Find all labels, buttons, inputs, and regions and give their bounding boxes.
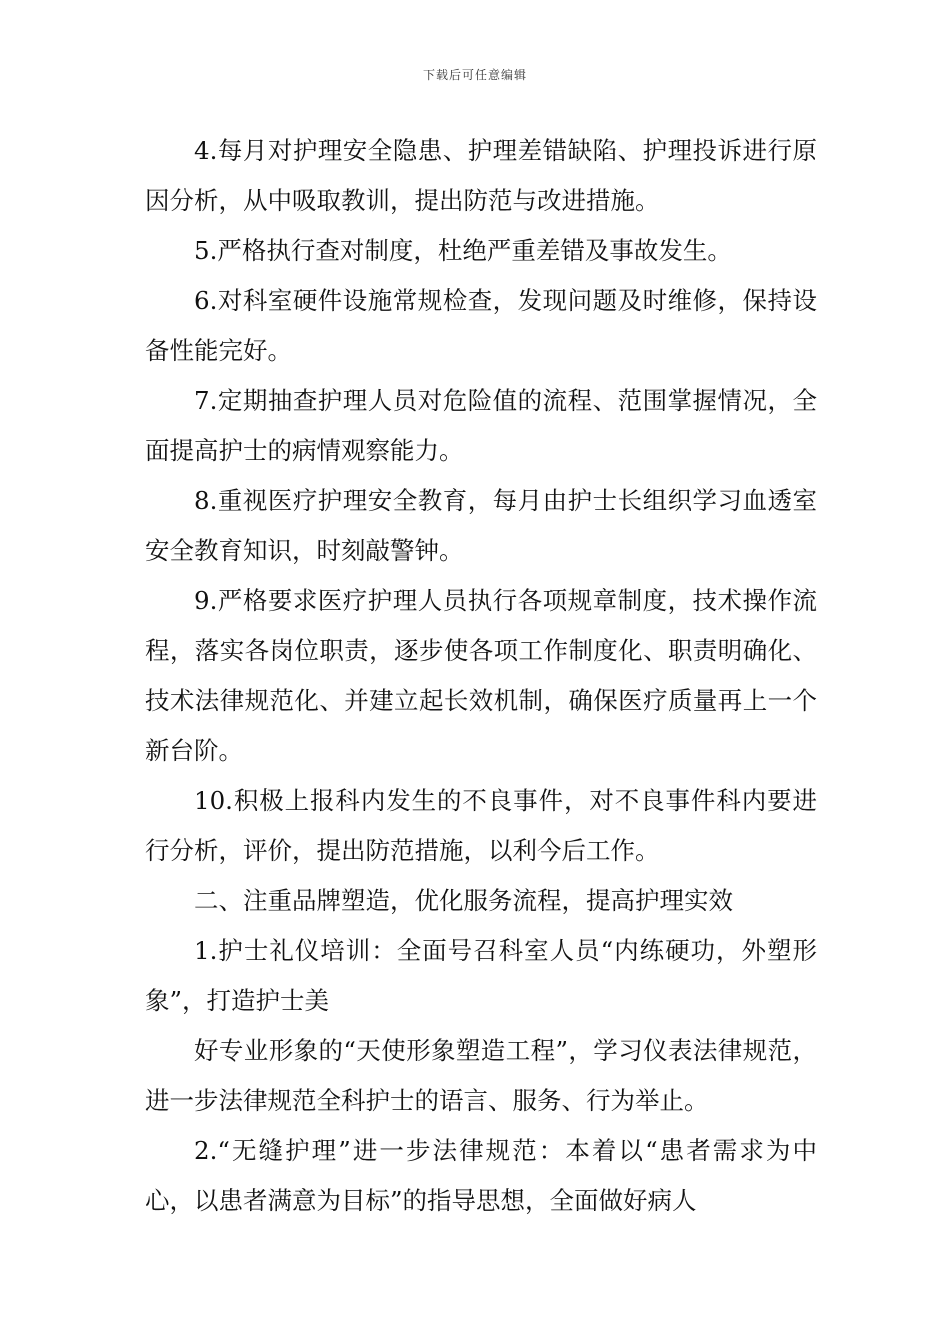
paragraph-item-10: 10.积极上报科内发生的不良事件，对不良事件科内要进行分析，评价，提出防范措施，以利今后工作。 bbox=[145, 786, 817, 865]
section-heading: 二、注重品牌塑造，优化服务流程，提高护理实效 bbox=[194, 886, 733, 915]
document-body bbox=[145, 126, 817, 1226]
paragraph-angel-image-project: 好专业形象的“天使形象塑造工程”，学习仪表法律规范，进一步法律规范全科护士的语言、服务、行为举止。 bbox=[145, 1036, 817, 1115]
paragraph-item-5: 5.严格执行查对制度，杜绝严重差错及事故发生。 bbox=[194, 236, 732, 265]
paragraph-seamless-nursing: 2.“无缝护理”进一步法律规范：本着以“患者需求为中心，以患者满意为目标”的指导思想，全面做好病人 bbox=[145, 1136, 817, 1215]
paragraph-item-6: 6.对科室硬件设施常规检查，发现问题及时维修，保持设备性能完好。 bbox=[145, 286, 817, 365]
paragraph-item-4: 4.每月对护理安全隐患、护理差错缺陷、护理投诉进行原因分析，从中吸取教训，提出防范与改进措施。 bbox=[145, 136, 817, 215]
paragraph-etiquette-training: 1.护士礼仪培训：全面号召科室人员“内练硬功，外塑形象”，打造护士美 bbox=[145, 936, 817, 1015]
paragraph-item-8: 8.重视医疗护理安全教育，每月由护士长组织学习血透室安全教育知识，时刻敲警钟。 bbox=[145, 486, 817, 565]
paragraph-item-9: 9.严格要求医疗护理人员执行各项规章制度，技术操作流程，落实各岗位职责，逐步使各项工作制度化、职责明确化、技术法律规范化、并建立起长效机制，确保医疗质量再上一个新台阶。 bbox=[145, 586, 817, 765]
paragraph-item-7: 7.定期抽查护理人员对危险值的流程、范围掌握情况，全面提高护士的病情观察能力。 bbox=[145, 386, 817, 465]
page-header-note: 下载后可任意编辑 bbox=[422, 68, 527, 82]
